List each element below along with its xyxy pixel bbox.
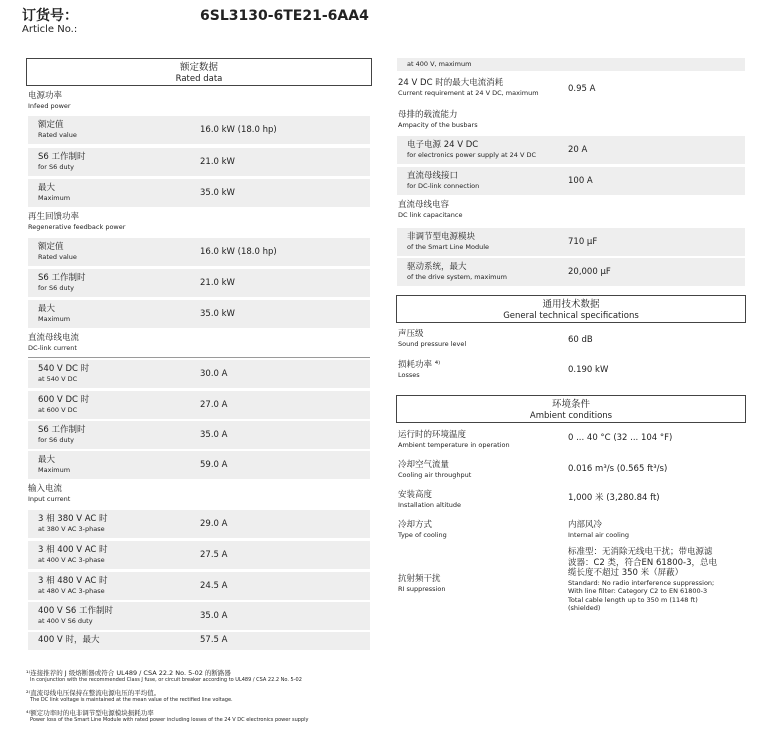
footnote-en: In conjunction with the recommended Class J fuse, or circuit breaker according to UL489 / CSA 22.2 No. 5-02 (30, 677, 302, 683)
continued-label-en: at 400 V, maximum (407, 60, 472, 68)
row-label-zh: 运行时的环境温度 (398, 430, 467, 440)
row-value: 21.0 kW (200, 157, 235, 167)
footnote-2 (26, 689, 233, 704)
row-label-en: of the Smart Line Module (407, 243, 490, 251)
row-label-en: at 400 V AC 3-phase (38, 556, 105, 564)
row-value: 1,000 米 (3,280.84 ft) (568, 493, 660, 503)
general-spec-box (396, 295, 746, 323)
row-label-zh: 声压级 (398, 329, 424, 339)
heading-en: Input current (28, 495, 71, 503)
row-label-zh: 安装高度 (398, 490, 433, 500)
row-label-en: for S6 duty (38, 284, 74, 292)
row-value: 35.0 A (200, 430, 228, 440)
dclink-row-s6 (28, 421, 370, 449)
footnote-zh: ²⁾直流母线电压保持在整流电源电压的平均值。 (26, 689, 161, 697)
ri-value-zh-line: 缆长度不超过 350 米（屏蔽） (568, 568, 684, 578)
general-spec-title-zh: 通用技术数据 (542, 299, 600, 310)
row-value: 35.0 A (200, 611, 228, 621)
ri-row (398, 547, 744, 619)
row-label-en: Rated value (38, 253, 77, 261)
heading-zh: 母排的载流能力 (398, 110, 458, 120)
cap-row-drive (397, 258, 745, 286)
heading-en: Infeed power (28, 102, 71, 110)
infeed-row-max (28, 179, 370, 207)
row-label-zh: 400 V 时，最大 (38, 635, 100, 645)
heading-en: Ampacity of the busbars (398, 121, 478, 129)
row-value: 20 A (568, 145, 588, 155)
row-label-en: for electronics power supply at 24 V DC (407, 151, 537, 159)
row-value: 57.5 A (200, 635, 228, 645)
footnote-4 (26, 709, 308, 724)
footnote-zh: ¹⁾连接推荐的 J 级熔断器或符合 UL489 / CSA 22.2 No. 5-02 的断路器 (26, 669, 231, 677)
cooling-row (398, 520, 744, 540)
row-label-en: Rated value (38, 131, 77, 139)
row-label-en: for DC-link connection (407, 182, 480, 190)
heading-en: DC link capacitance (398, 211, 463, 219)
row-label-en: Sound pressure level (398, 340, 467, 348)
dclink-row-600 (28, 391, 370, 419)
heading-en: Regenerative feedback power (28, 223, 126, 231)
row-value: 27.5 A (200, 550, 228, 560)
infeed-row-rated (28, 116, 370, 144)
footnote-en: Power loss of the Smart Line Module with rated power including losses of the 24 V DC electronics power supply (30, 717, 309, 723)
row-label-en: at 600 V DC (38, 406, 78, 414)
row-label-en: Maximum (38, 315, 71, 323)
row-value: 0.016 m³/s (0.565 ft³/s) (568, 464, 668, 474)
general-spec-title-en: General technical specifications (503, 311, 639, 321)
row-label-zh: 600 V DC 时 (38, 395, 90, 405)
input-row-400 (28, 541, 370, 569)
row-label-en: Maximum (38, 466, 71, 474)
row-value: 0 ... 40 °C (32 ... 104 °F) (568, 433, 673, 443)
row-label-en: Cooling air throughput (398, 471, 472, 479)
row-label-en: Installation altitude (398, 501, 462, 509)
row-value: 59.0 A (200, 460, 228, 470)
row-label-zh: S6 工作制时 (38, 273, 86, 283)
busbar-row-24v (397, 136, 745, 164)
row-value: 35.0 kW (200, 188, 235, 198)
input-row-400-max (28, 632, 370, 650)
footnote-1 (26, 669, 302, 684)
heading-zh: 输入电流 (28, 484, 63, 494)
heading-zh: 直流母线电容 (398, 200, 450, 210)
row-value: 16.0 kW (18.0 hp) (200, 125, 277, 135)
row-label-en: for S6 duty (38, 436, 74, 444)
row-label-zh: 24 V DC 时的最大电流消耗 (398, 78, 504, 88)
infeed-heading (28, 91, 71, 111)
regen-heading (28, 212, 125, 232)
cap-row-slm (397, 228, 745, 256)
heading-zh: 直流母线电流 (28, 333, 80, 343)
row-label-zh: 最大 (38, 183, 56, 193)
regen-row-rated (28, 238, 370, 266)
row-label-en: of the drive system, maximum (407, 273, 507, 281)
row-label-zh: 540 V DC 时 (38, 364, 90, 374)
row-label-en: at 540 V DC (38, 375, 78, 383)
altitude-row (398, 490, 744, 510)
row-label-zh: S6 工作制时 (38, 425, 86, 435)
row-label-en: at 380 V AC 3-phase (38, 525, 105, 533)
current24-row (398, 78, 744, 98)
footnote-zh: ⁴⁾额定功率时的电非调节型电源模块损耗功率 (26, 709, 154, 717)
row-value: 24.5 A (200, 581, 228, 591)
row-label-zh: 直流母线接口 (407, 171, 459, 181)
row-label-zh: 最大 (38, 304, 56, 314)
busbar-row-dclink (397, 167, 745, 195)
row-value: 30.0 A (200, 369, 228, 379)
row-label-en: Losses (398, 371, 420, 379)
rated-data-title-zh: 额定数据 (179, 62, 218, 73)
row-label-en: at 400 V S6 duty (38, 617, 93, 625)
row-value: 16.0 kW (18.0 hp) (200, 247, 277, 257)
row-label-zh: 损耗功率 ⁴⁾ (398, 360, 441, 370)
row-label-zh: 非调节型电源模块 (407, 232, 476, 242)
article-header (22, 8, 369, 36)
rated-data-box (26, 58, 372, 86)
ambient-title-en: Ambient conditions (529, 411, 613, 421)
busbar-heading (398, 110, 478, 130)
dclink-row-540 (28, 360, 370, 388)
row-label-zh: 抗射频干扰 (398, 574, 441, 584)
order-label-zh: 订货号： (22, 8, 78, 24)
ri-value-en-line: (shielded) (568, 604, 601, 612)
ri-value-zh-line: 标准型：无消除无线电干扰；带电源滤 (568, 547, 713, 557)
row-value: 35.0 kW (200, 309, 235, 319)
row-label-en: Current requirement at 24 V DC, maximum (398, 89, 539, 97)
row-label-zh: 额定值 (38, 242, 64, 252)
input-row-380 (28, 510, 370, 538)
row-label-en: for S6 duty (38, 163, 74, 171)
ambient-box (396, 395, 746, 423)
ambient-title-zh: 环境条件 (551, 399, 590, 410)
order-label-en: Article No.: (22, 24, 78, 35)
divider (28, 357, 370, 358)
input-row-480 (28, 572, 370, 600)
cooling-value-zh: 内部风冷 (568, 520, 603, 530)
row-value: 0.190 kW (568, 365, 609, 375)
row-value: 0.95 A (568, 84, 596, 94)
row-label-zh: 最大 (38, 455, 56, 465)
row-label-zh: 3 相 380 V AC 时 (38, 514, 108, 524)
ri-value-en-line: Total cable length up to 350 m (1148 ft) (568, 595, 698, 604)
regen-row-s6 (28, 269, 370, 297)
order-number: 6SL3130-6TE21-6AA4 (200, 8, 369, 24)
ri-value-en-line: With line filter: Category C2 to EN 61800-3 (568, 587, 708, 595)
infeed-row-s6 (28, 148, 370, 176)
row-label-zh: 额定值 (38, 120, 64, 130)
footnote-en: The DC link voltage is maintained at the mean value of the rectified line voltage. (30, 697, 233, 703)
row-label-en: Ambient temperature in operation (398, 441, 510, 449)
regen-row-max (28, 300, 370, 328)
row-value: 100 A (568, 176, 593, 186)
row-value: 20,000 μF (568, 267, 611, 277)
row-value: 60 dB (568, 335, 593, 345)
row-label-zh: 3 相 400 V AC 时 (38, 545, 108, 555)
row-label-zh: 400 V S6 工作制时 (38, 606, 113, 616)
row-value: 27.0 A (200, 400, 228, 410)
rated-data-title-en: Rated data (175, 74, 223, 84)
ri-value-zh-line: 波器：C2 类，符合EN 61800-3，总电 (568, 557, 717, 568)
dclink-heading (28, 333, 79, 353)
airflow-row (398, 460, 744, 480)
row-label-zh: 电子电源 24 V DC (407, 140, 479, 150)
row-label-en: Type of cooling (398, 531, 447, 539)
row-label-zh: 驱动系统，最大 (407, 262, 467, 272)
heading-zh: 再生回馈功率 (28, 212, 80, 222)
row-label-en: at 480 V AC 3-phase (38, 587, 105, 595)
input-heading (28, 484, 70, 504)
row-label-zh: 冷却空气流量 (398, 460, 450, 470)
sound-row (398, 329, 744, 349)
row-value: 29.0 A (200, 519, 228, 529)
input-row-400-s6 (28, 602, 370, 630)
row-label-en: RI suppression (398, 585, 446, 593)
row-label-en: Maximum (38, 194, 71, 202)
ri-value-en-line: Standard: No radio interference suppression; (568, 578, 715, 587)
row-value: 21.0 kW (200, 278, 235, 288)
continued-row (397, 58, 745, 71)
cooling-value-en: Internal air cooling (568, 531, 630, 539)
heading-zh: 电源功率 (28, 91, 63, 101)
row-label-zh: S6 工作制时 (38, 152, 86, 162)
dclink-row-max (28, 451, 370, 479)
row-label-zh: 3 相 480 V AC 时 (38, 576, 108, 586)
temperature-row (398, 430, 744, 450)
losses-row (398, 360, 744, 380)
row-label-zh: 冷却方式 (398, 520, 433, 530)
heading-en: DC-link current (28, 344, 77, 352)
capacitance-heading (398, 200, 462, 220)
row-value: 710 μF (568, 237, 598, 247)
